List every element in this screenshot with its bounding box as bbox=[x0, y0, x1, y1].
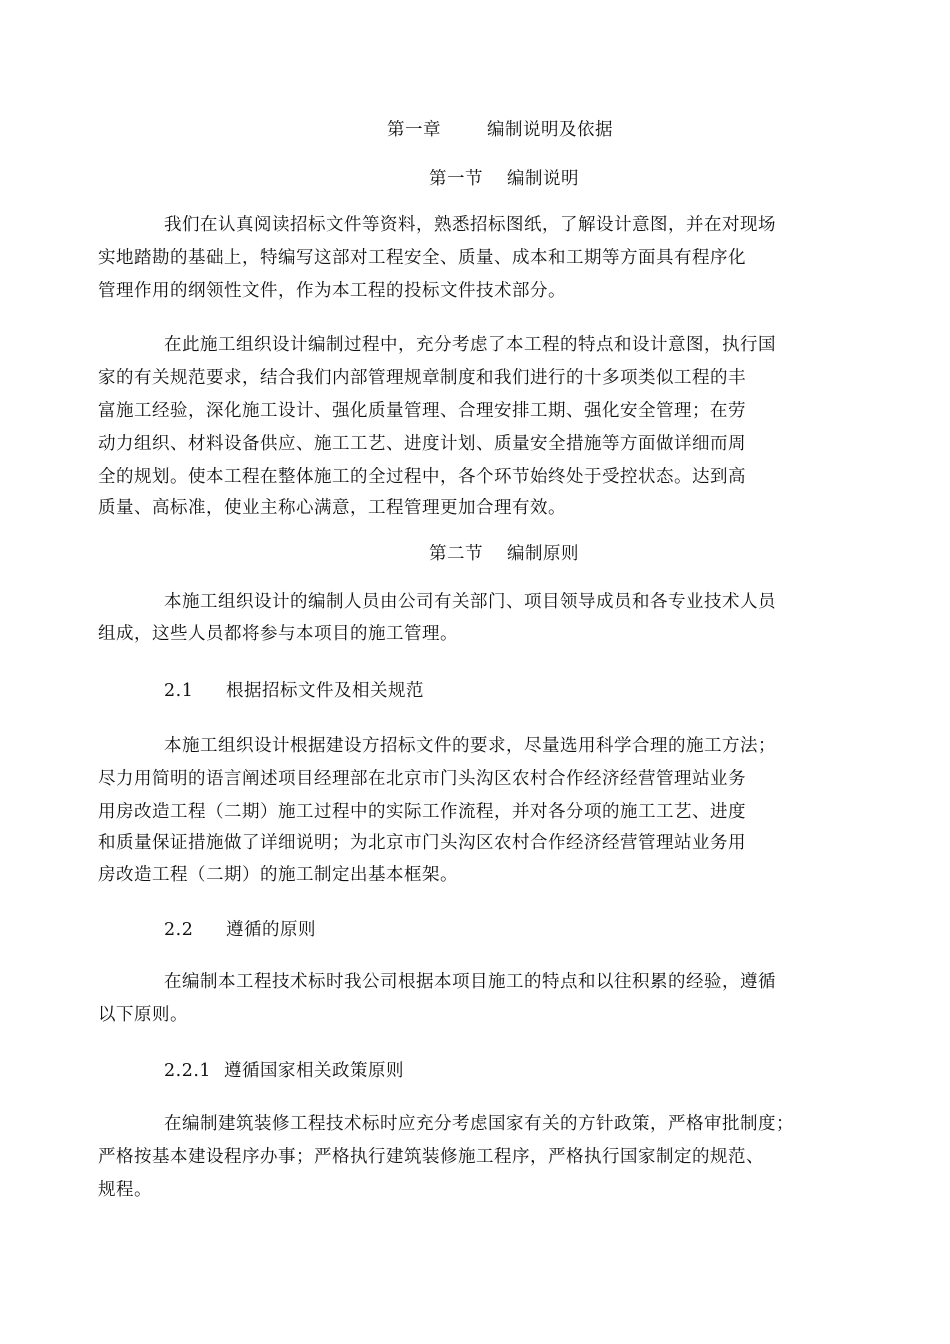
para2-line: 动力组织、材料设备供应、施工工艺、进度计划、质量安全措施等方面做详细而周 bbox=[98, 434, 746, 454]
section2-title: 编制原则 bbox=[507, 544, 579, 564]
para2-line: 在此施工组织设计编制过程中，充分考虑了本工程的特点和设计意图，执行国 bbox=[164, 335, 776, 355]
para4-line: 用房改造工程（二期）施工过程中的实际工作流程，并对各分项的施工工艺、进度 bbox=[98, 802, 746, 822]
para6-line: 规程。 bbox=[98, 1180, 152, 1200]
para1-line: 管理作用的纲领性文件，作为本工程的投标文件技术部分。 bbox=[98, 281, 566, 301]
para3-line: 本施工组织设计的编制人员由公司有关部门、项目领导成员和各专业技术人员 bbox=[164, 592, 776, 612]
para6-line: 在编制建筑装修工程技术标时应充分考虑国家有关的方针政策，严格审批制度； bbox=[164, 1114, 794, 1134]
sub221-number: 2.2.1 bbox=[164, 1061, 212, 1081]
sub21-number: 2.1 bbox=[164, 681, 194, 701]
sub221-title: 遵循国家相关政策原则 bbox=[224, 1061, 404, 1081]
para1-line: 我们在认真阅读招标文件等资料，熟悉招标图纸，了解设计意图，并在对现场 bbox=[164, 215, 776, 235]
sub22-title: 遵循的原则 bbox=[226, 920, 316, 940]
para4-line: 房改造工程（二期）的施工制定出基本框架。 bbox=[98, 865, 458, 885]
para4-line: 本施工组织设计根据建设方招标文件的要求，尽量选用科学合理的施工方法； bbox=[164, 736, 776, 756]
para1-line: 实地踏勘的基础上，特编写这部对工程安全、质量、成本和工期等方面具有程序化 bbox=[98, 248, 746, 268]
para4-line: 和质量保证措施做了详细说明；为北京市门头沟区农村合作经济经营管理站业务用 bbox=[98, 833, 746, 853]
sub22-number: 2.2 bbox=[164, 920, 194, 940]
chapter-number: 第一章 bbox=[387, 120, 441, 140]
para3-line: 组成，这些人员都将参与本项目的施工管理。 bbox=[98, 624, 458, 644]
chapter-title: 编制说明及依据 bbox=[487, 120, 613, 140]
para5-line: 在编制本工程技术标时我公司根据本项目施工的特点和以往积累的经验，遵循 bbox=[164, 972, 776, 992]
para5-line: 以下原则。 bbox=[98, 1005, 188, 1025]
para2-line: 富施工经验，深化施工设计、强化质量管理、合理安排工期、强化安全管理；在劳 bbox=[98, 401, 746, 421]
para2-line: 全的规划。使本工程在整体施工的全过程中，各个环节始终处于受控状态。达到高 bbox=[98, 467, 746, 487]
para2-line: 质量、高标准，使业主称心满意，工程管理更加合理有效。 bbox=[98, 498, 566, 518]
para2-line: 家的有关规范要求，结合我们内部管理规章制度和我们进行的十多项类似工程的丰 bbox=[98, 368, 746, 388]
section2-number: 第二节 bbox=[429, 544, 483, 564]
section1-number: 第一节 bbox=[429, 169, 483, 189]
para4-line: 尽力用简明的语言阐述项目经理部在北京市门头沟区农村合作经济经营管理站业务 bbox=[98, 769, 746, 789]
para6-line: 严格按基本建设程序办事；严格执行建筑装修施工程序，严格执行国家制定的规范、 bbox=[98, 1147, 764, 1167]
sub21-title: 根据招标文件及相关规范 bbox=[226, 681, 424, 701]
section1-title: 编制说明 bbox=[507, 169, 579, 189]
